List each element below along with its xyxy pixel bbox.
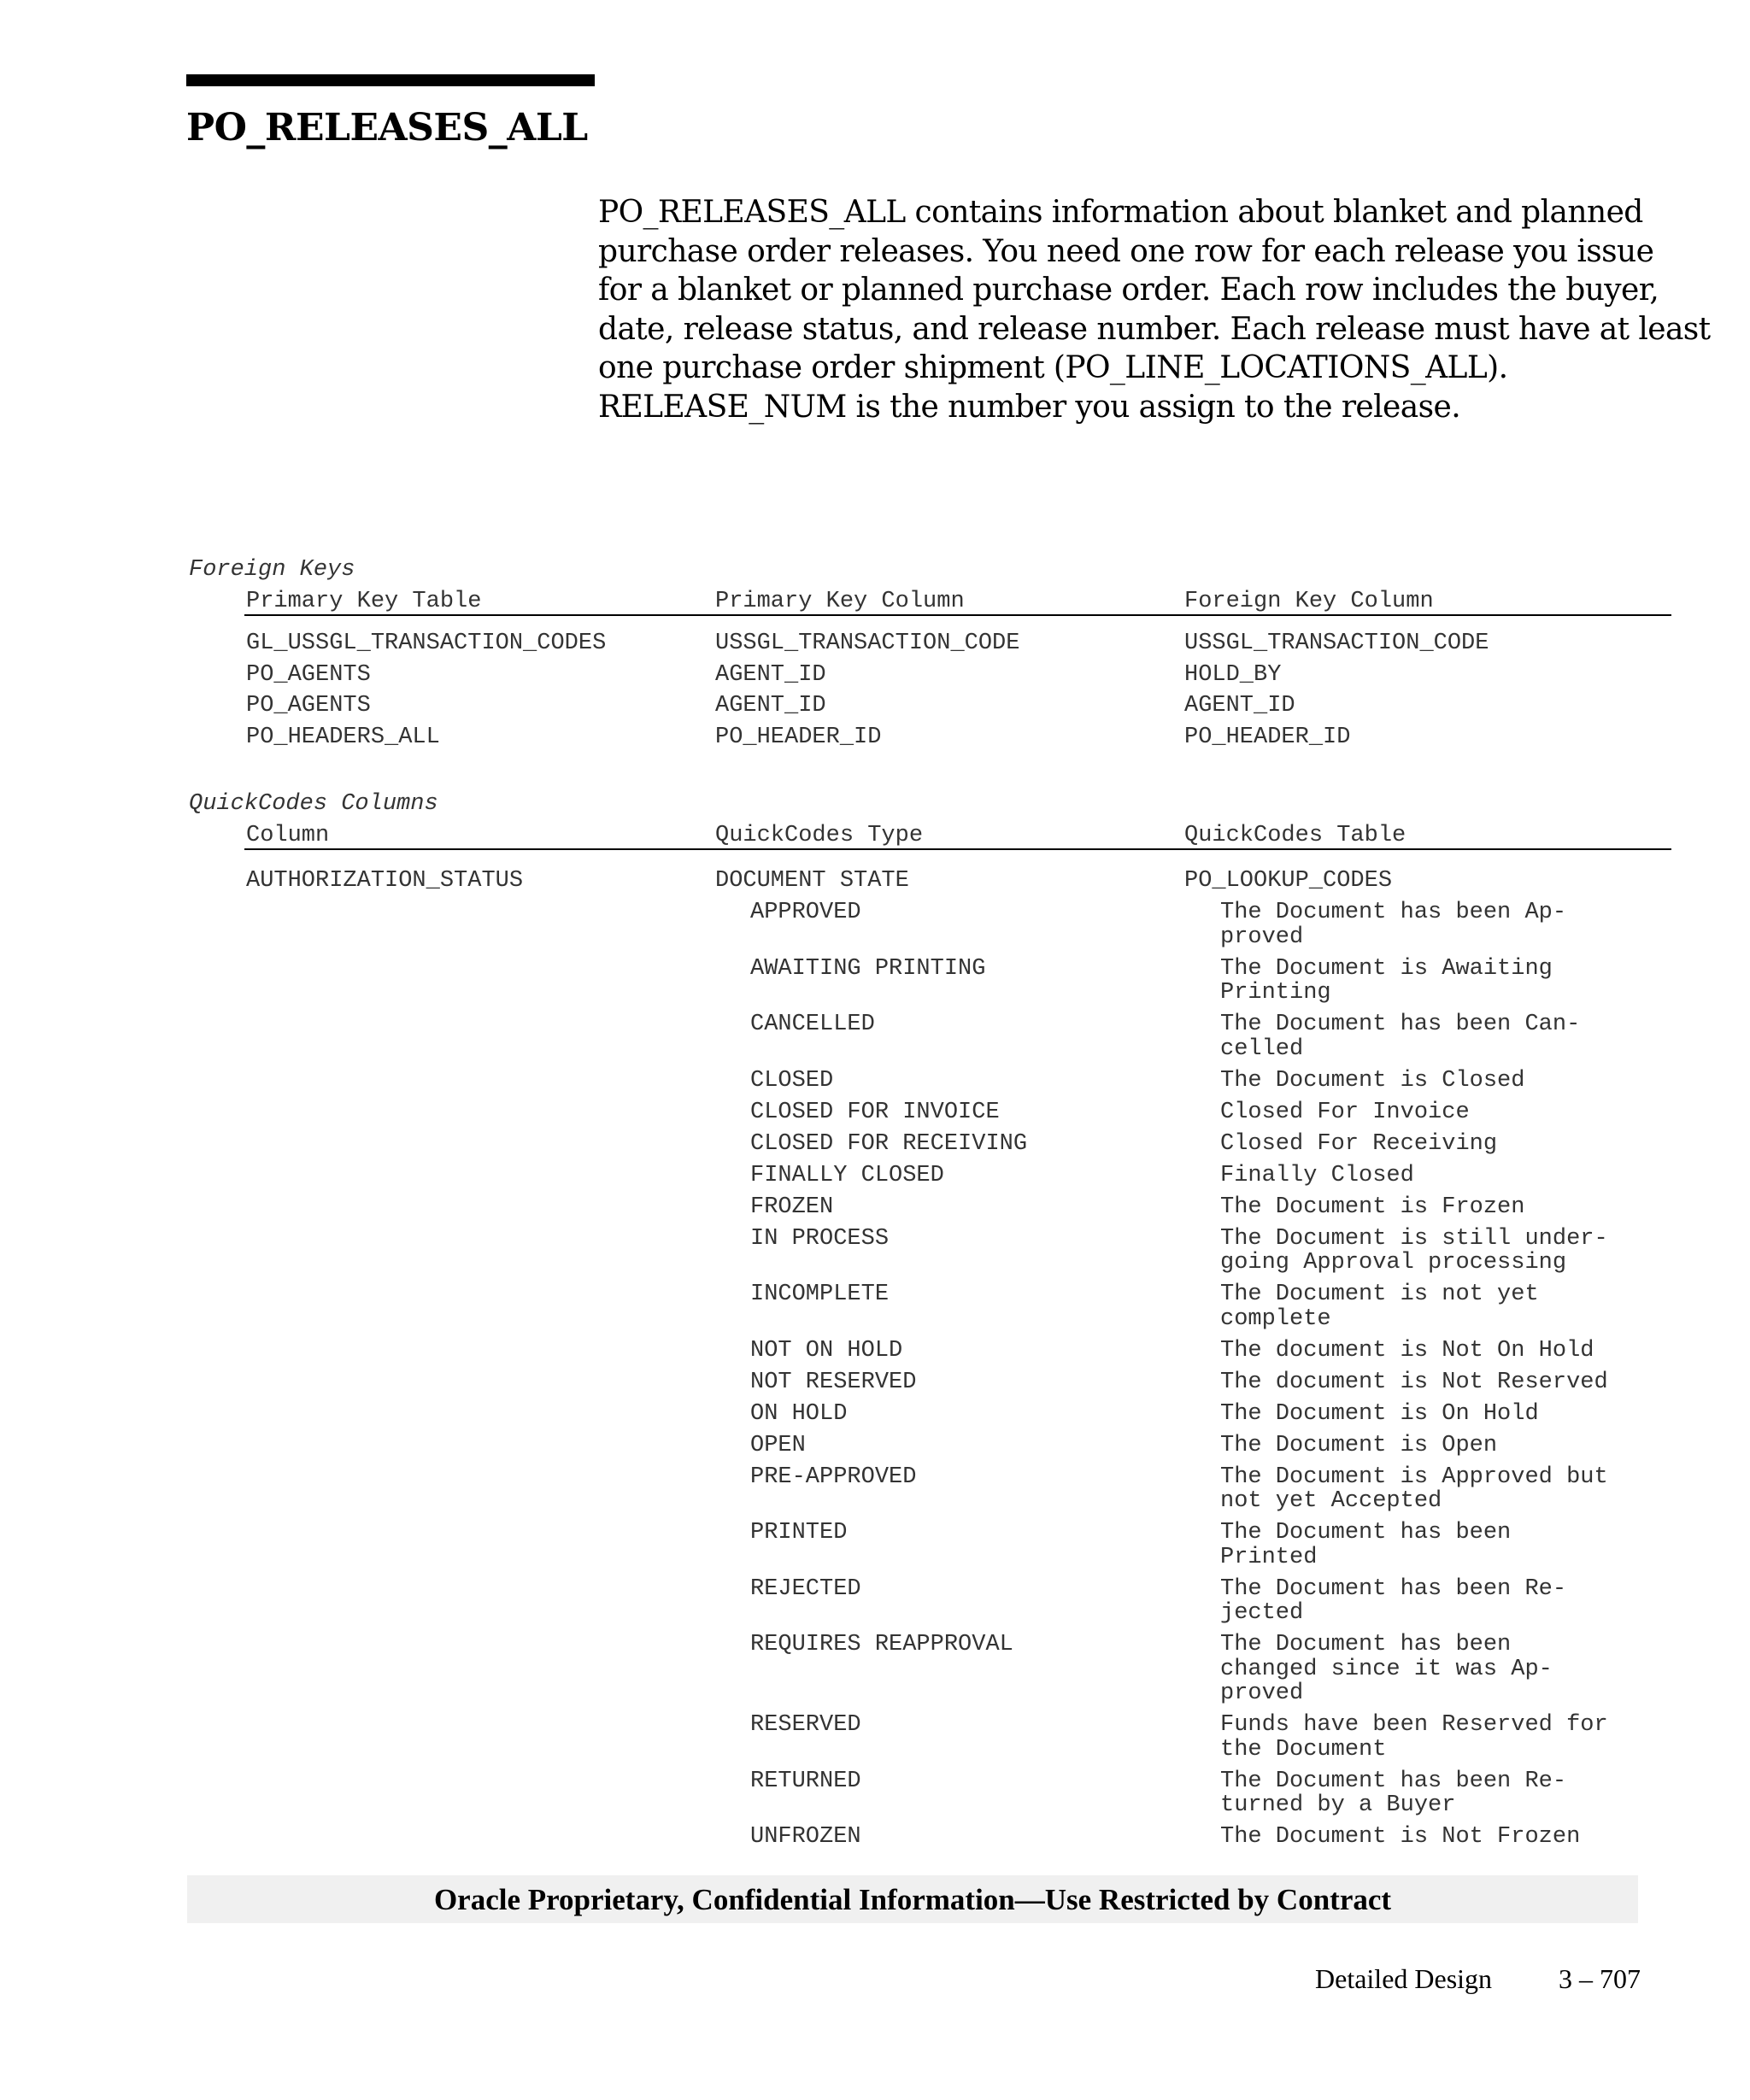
quickcode-meaning: The Document is Frozen (1220, 1194, 1525, 1220)
fk-header-primary-key-table: Primary Key Table (246, 589, 482, 614)
quickcode-meaning: The document is Not Reserved (1220, 1369, 1608, 1395)
fk-primary-column-cell: PO_HEADER_ID (715, 724, 882, 750)
quickcode-value: OPEN (750, 1432, 806, 1458)
description-line: RELEASE_NUM is the number you assign to the release. (598, 389, 1461, 425)
fk-primary-table-cell: PO_AGENTS (246, 661, 371, 688)
quickcode-meaning: Funds have been Reserved for the Document (1220, 1712, 1608, 1763)
quickcode-meaning: The Document is Approved but not yet Accepted (1220, 1464, 1608, 1514)
quickcode-meaning: The Document is Not Frozen (1220, 1824, 1581, 1850)
quickcode-meaning: The Document is not yet complete (1220, 1282, 1539, 1332)
quickcode-value: UNFROZEN (750, 1824, 861, 1850)
quickcode-value: FROZEN (750, 1194, 834, 1220)
quickcode-meaning: The Document has been Re- jected (1220, 1575, 1567, 1626)
quickcode-meaning: The Document has been Can- celled (1220, 1012, 1581, 1062)
quickcode-value: NOT RESERVED (750, 1369, 917, 1395)
quickcode-value: FINALLY CLOSED (750, 1162, 944, 1188)
chapter-name: Detailed Design (1315, 1963, 1493, 1994)
quickcode-meaning: The Document is On Hold (1220, 1400, 1539, 1427)
qc-type-value: DOCUMENT STATE (715, 868, 909, 894)
fk-header-rule (244, 614, 1671, 616)
description-line: date, release status, and release number. Each release must have at least (598, 311, 1711, 347)
fk-primary-column-cell: USSGL_TRANSACTION_CODE (715, 631, 1020, 656)
fk-header-primary-key-column: Primary Key Column (715, 589, 965, 614)
fk-header-foreign-key-column: Foreign Key Column (1184, 589, 1434, 614)
quickcode-meaning: Closed For Receiving (1220, 1130, 1498, 1157)
description-line: one purchase order shipment (PO_LINE_LOCATIONS_ALL). (598, 350, 1508, 386)
quickcode-value: PRE-APPROVED (750, 1464, 917, 1490)
fk-primary-column-cell: AGENT_ID (715, 693, 826, 719)
quickcode-value: AWAITING PRINTING (750, 955, 986, 982)
quickcode-value: CLOSED FOR INVOICE (750, 1099, 1000, 1125)
qc-header-type: QuickCodes Type (715, 823, 924, 848)
quickcode-value: CANCELLED (750, 1012, 875, 1037)
quickcode-value: IN PROCESS (750, 1225, 890, 1252)
quickcode-value: RESERVED (750, 1712, 861, 1738)
quickcodes-label: QuickCodes Columns (189, 791, 438, 817)
quickcode-meaning: The Document is still under- going Approval processing (1220, 1225, 1608, 1276)
fk-foreign-column-cell: USSGL_TRANSACTION_CODE (1184, 631, 1489, 656)
quickcode-value: CLOSED FOR RECEIVING (750, 1130, 1028, 1157)
qc-column-value: AUTHORIZATION_STATUS (246, 868, 524, 894)
foreign-keys-label: Foreign Keys (189, 557, 355, 583)
fk-foreign-column-cell: AGENT_ID (1184, 693, 1295, 719)
quickcode-meaning: The Document is Closed (1220, 1067, 1525, 1094)
quickcode-value: INCOMPLETE (750, 1282, 890, 1307)
quickcode-meaning: Finally Closed (1220, 1162, 1414, 1188)
quickcode-meaning: The document is Not On Hold (1220, 1337, 1594, 1364)
quickcode-meaning: Closed For Invoice (1220, 1099, 1470, 1125)
fk-foreign-column-cell: PO_HEADER_ID (1184, 724, 1351, 750)
confidential-notice: Oracle Proprietary, Confidential Information––Use Restricted by Contract (433, 1883, 1392, 1916)
fk-primary-column-cell: AGENT_ID (715, 661, 826, 688)
description-line: purchase order releases. You need one row for each release you issue (598, 233, 1654, 269)
quickcode-value: PRINTED (750, 1520, 848, 1546)
quickcode-meaning: The Document has been changed since it was Ap- proved (1220, 1632, 1553, 1706)
fk-primary-table-cell: GL_USSGL_TRANSACTION_CODES (246, 631, 607, 656)
quickcode-meaning: The Document is Open (1220, 1432, 1498, 1458)
quickcode-meaning: The Document is Awaiting Printing (1220, 955, 1553, 1006)
fk-foreign-column-cell: HOLD_BY (1184, 661, 1282, 688)
qc-header-rule (244, 848, 1671, 850)
quickcode-meaning: The Document has been Printed (1220, 1520, 1512, 1570)
page-title: PO_RELEASES_ALL (186, 106, 588, 150)
top-rule (186, 74, 595, 86)
qc-table-value: PO_LOOKUP_CODES (1184, 868, 1393, 894)
quickcode-value: CLOSED (750, 1067, 834, 1094)
qc-header-table: QuickCodes Table (1184, 823, 1406, 848)
quickcode-value: ON HOLD (750, 1400, 848, 1427)
quickcode-meaning: The Document has been Ap- proved (1220, 900, 1567, 950)
confidential-banner (187, 1875, 1638, 1923)
fk-primary-table-cell: PO_AGENTS (246, 693, 371, 719)
quickcode-meaning: The Document has been Re- turned by a Buyer (1220, 1768, 1567, 1818)
quickcode-value: REJECTED (750, 1575, 861, 1602)
quickcode-value: RETURNED (750, 1768, 861, 1794)
qc-header-column: Column (246, 823, 330, 848)
quickcode-value: REQUIRES REAPPROVAL (750, 1632, 1013, 1657)
quickcode-value: NOT ON HOLD (750, 1337, 903, 1364)
description-line: PO_RELEASES_ALL contains information about blanket and planned (598, 195, 1643, 230)
fk-primary-table-cell: PO_HEADERS_ALL (246, 724, 440, 750)
quickcode-value: APPROVED (750, 900, 861, 925)
page-number: 3 – 707 (1559, 1963, 1641, 1994)
table-description (598, 193, 1711, 427)
description-line: for a blanket or planned purchase order. Each row includes the buyer, (598, 273, 1659, 308)
